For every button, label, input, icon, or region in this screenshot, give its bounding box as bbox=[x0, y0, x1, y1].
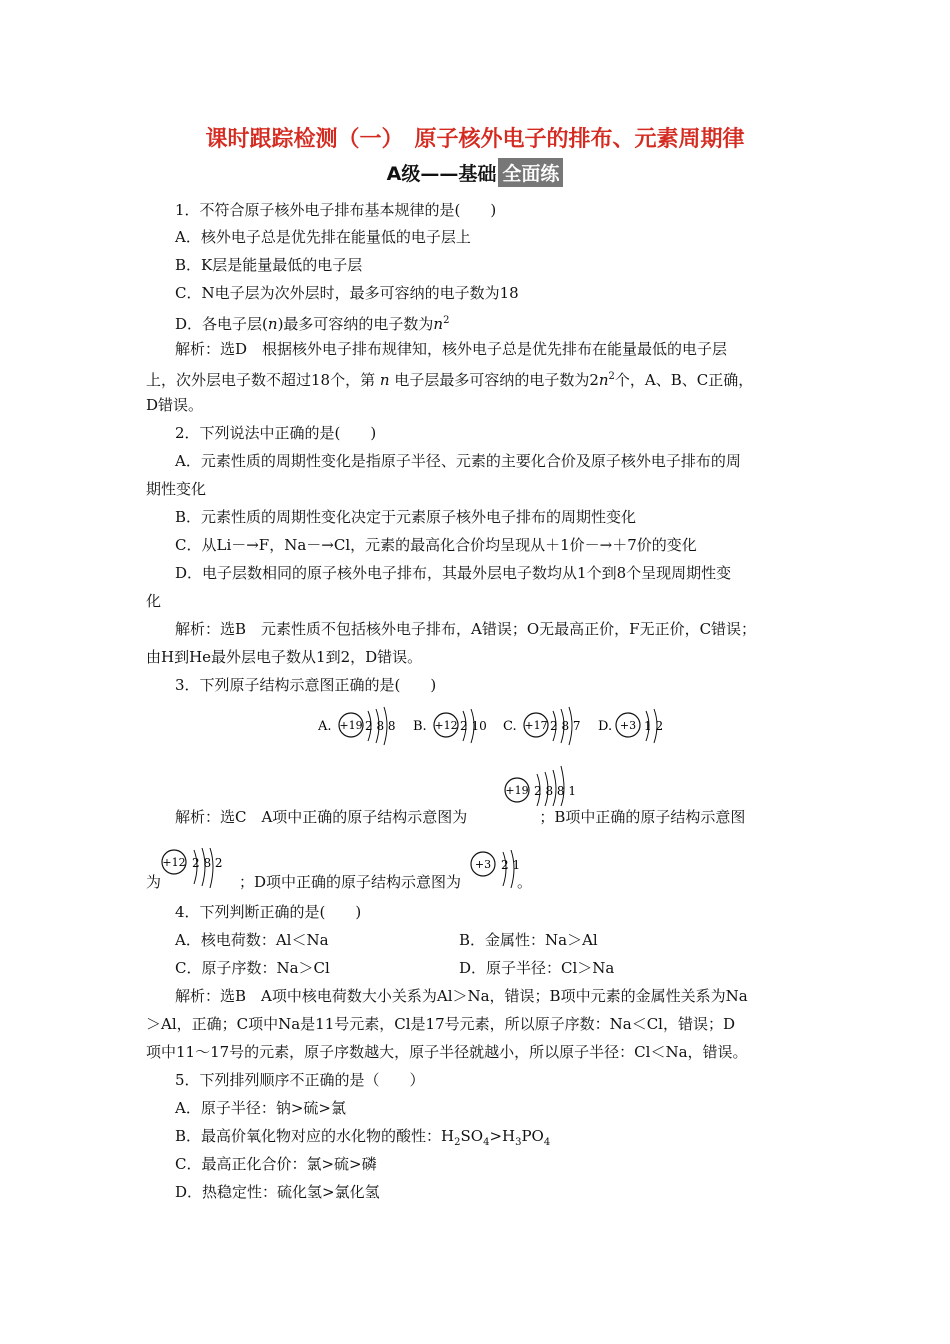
q4-answer-line3: 项中11～17号的元素，原子序数越大，原子半径就越小，所以原子半径：Cl＜Na，错误。 bbox=[146, 1043, 748, 1061]
q3-answer-diagram-a bbox=[503, 762, 583, 808]
q5-option-b: B．最高价氧化物对应的水化物的酸性：$H_2SO_4>H_3PO_4$ bbox=[175, 1127, 551, 1148]
section-subtitle bbox=[0, 158, 950, 187]
level-label: A级——基础 bbox=[386, 163, 497, 185]
q2-answer-line1: 解析：选B 元素性质不包括核外电子排布，A错误；O无最高正价，F无正价，C错误； bbox=[175, 620, 757, 638]
q3-answer-a-shells: 2 8 8 1 bbox=[534, 784, 576, 798]
q1-stem: 1．不符合原子核外电子排布基本规律的是( ) bbox=[175, 201, 497, 219]
q5-option-d: D．热稳定性：硫化氢>氯化氢 bbox=[175, 1183, 380, 1201]
page-title: 课时跟踪检测（一） 原子核外电子的排布、元素周期律 bbox=[205, 127, 745, 152]
q3-answer-d-nucleus: +3 bbox=[474, 858, 492, 871]
q4-stem: 4．下列判断正确的是( ) bbox=[175, 903, 362, 921]
q1-answer-line1: 解析：选D 根据核外电子排布规律知，核外电子总是优先排布在能量最低的电子层 bbox=[175, 340, 728, 358]
q2-option-d-line1: D．电子层数相同的原子核外电子排布，其最外层电子数均从1个到8个呈现周期性变 bbox=[175, 564, 732, 582]
q3-answer-d-shells: 2 1 bbox=[501, 858, 521, 872]
q4-answer-line2: ＞Al，正确；C项中Na是11号元素，Cl是17号元素，所以原子序数：Na＜Cl，错误；D bbox=[146, 1015, 735, 1033]
q3-option-a-shells: 2 8 8 bbox=[365, 719, 396, 733]
q3-options-diagram bbox=[318, 703, 678, 753]
q3-option-d-nucleus: +3 bbox=[619, 719, 637, 732]
q2-option-c: C．从Li－→F，Na－→Cl，元素的最高化合价均呈现从＋1价－→＋7价的变化 bbox=[175, 536, 697, 554]
q3-option-a-label: A. bbox=[318, 719, 332, 734]
q5-option-a: A．原子半径：钠>硫>氯 bbox=[175, 1099, 346, 1117]
q3-option-c-atom bbox=[503, 707, 581, 745]
q3-option-b-shells: 2 10 bbox=[460, 719, 487, 733]
q5-stem: 5．下列排列顺序不正确的是（ ） bbox=[175, 1071, 425, 1089]
q1-answer-line3: D错误。 bbox=[146, 396, 204, 414]
q3-answer-line2: 为 ；D项中正确的原子结构示意图为 。 bbox=[146, 873, 533, 891]
q1-option-d: D．各电子层(n)最多可容纳的电子数为$n^2$ bbox=[175, 315, 450, 333]
q3-option-a-nucleus: +19 bbox=[339, 719, 363, 732]
q3-option-d-atom bbox=[598, 709, 663, 743]
q4-option-a: A．核电荷数：Al＜Na bbox=[175, 931, 329, 949]
q2-stem: 2．下列说法中正确的是( ) bbox=[175, 424, 377, 442]
q2-option-d-line2: 化 bbox=[146, 592, 162, 610]
q3-option-d-label: D. bbox=[598, 719, 613, 734]
q2-option-a-line2: 期性变化 bbox=[146, 480, 207, 498]
q4-option-c: C．原子序数：Na＞Cl bbox=[175, 959, 330, 977]
q3-option-b-atom bbox=[413, 709, 487, 743]
q3-option-c-shells: 2 8 7 bbox=[550, 719, 581, 733]
q5-option-c: C．最高正化合价：氯>硫>磷 bbox=[175, 1155, 377, 1173]
q4-option-d: D．原子半径：Cl＞Na bbox=[459, 959, 615, 977]
q2-answer-line2: 由H到He最外层电子数从1到2，D错误。 bbox=[146, 648, 423, 666]
q3-option-c-nucleus: +17 bbox=[524, 719, 548, 732]
q3-stem: 3．下列原子结构示意图正确的是( ) bbox=[175, 676, 437, 694]
q1-option-b: B．K层是能量最低的电子层 bbox=[175, 256, 363, 274]
q3-answer-line1: 解析：选C A项中正确的原子结构示意图为 ；B项中正确的原子结构示意图 bbox=[175, 808, 746, 826]
q3-option-d-shells: 1 2 bbox=[644, 719, 664, 733]
q1-option-c: C．N电子层为次外层时，最多可容纳的电子数为18 bbox=[175, 284, 519, 302]
q1-answer-line2: 上，次外层电子数不超过18个，第 n 电子层最多可容纳的电子数为$2n^2$个，A、B、C正确， bbox=[146, 371, 754, 389]
q3-answer-a-nucleus: +19 bbox=[505, 784, 529, 797]
q3-option-b-label: B. bbox=[413, 719, 427, 734]
q3-answer-b-nucleus: +12 bbox=[162, 856, 186, 869]
q3-option-a-atom bbox=[318, 707, 396, 745]
q3-option-b-nucleus: +12 bbox=[434, 719, 458, 732]
q3-option-c-label: C. bbox=[503, 719, 517, 734]
q1-option-a: A．核外电子总是优先排在能量低的电子层上 bbox=[175, 228, 471, 246]
q4-option-b: B．金属性：Na＞Al bbox=[459, 931, 598, 949]
q2-option-a-line1: A．元素性质的周期性变化是指原子半径、元素的主要化合价及原子核外电子排布的周 bbox=[175, 452, 741, 470]
q4-answer-line1: 解析：选B A项中核电荷数大小关系为Al＞Na，错误；B项中元素的金属性关系为Na bbox=[175, 987, 748, 1005]
level-badge: 全面练 bbox=[498, 158, 563, 187]
q2-option-b: B．元素性质的周期性变化决定于元素原子核外电子排布的周期性变化 bbox=[175, 508, 637, 526]
q3-answer-b-shells: 2 8 2 bbox=[192, 856, 223, 870]
